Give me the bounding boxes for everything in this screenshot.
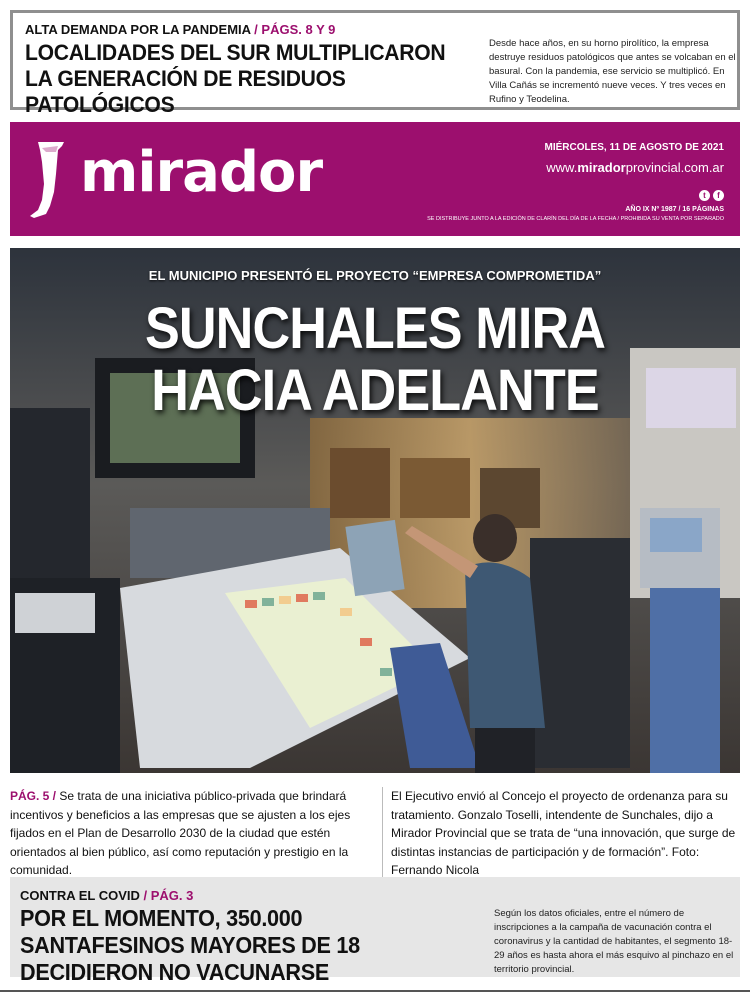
lead-headline-line1: SUNCHALES MIRA [144, 296, 606, 361]
top-story-box [10, 10, 740, 117]
lead-story-pages[interactable]: PÁG. 5 / [10, 789, 57, 803]
lead-story-right-column [382, 787, 741, 880]
bottom-rule [0, 990, 750, 1002]
bottom-kicker-text: CONTRA EL COVID [20, 888, 140, 903]
top-story-kicker [25, 22, 335, 37]
website-url[interactable] [546, 160, 724, 175]
lead-headline-line2: HACIA ADELANTE [151, 358, 599, 423]
top-kicker-separator: / [250, 22, 262, 37]
issue-number: AÑO IX Nº 1987 / 16 PÁGINAS [625, 206, 724, 213]
lead-story-left-text: Se trata de una iniciativa público-privada que brindará incentivos y beneficios a las empresas que se ajusten a los ejes fijados en el Plan de Desarrollo 2030 de la ciudad que estén orientados al bien público, así como reputación y prestigio en la comunidad. [10, 789, 351, 877]
bottom-story-summary: Según los datos oficiales, entre el número de inscripciones a la campaña de vacunación contra el coronavirus y la cantidad de habitantes, el segmento 18-29 años es hasta ahora el más esquivo al pinchazo en el territorio provincial. [494, 908, 734, 975]
url-bold: mirador [577, 160, 626, 175]
top-kicker-text: ALTA DEMANDA POR LA PANDEMIA [25, 22, 251, 37]
leg-logo-icon [28, 140, 68, 220]
twitter-icon[interactable]: t [699, 190, 710, 201]
lead-story-right-text: El Ejecutivo envió al Concejo el proyecto de ordenanza para su tratamiento. Gonzalo Toselli, intendente de Sunchales, dijo a Mirador Provincial que se trata de “una innovación, que surge de distintas instancias de participación y de formación”. Foto: Fernando Nicola [391, 789, 736, 877]
bottom-story-headline[interactable]: POR EL MOMENTO, 350.000 SANTAFESINOS MAYORES DE 18 DECIDIERON NO VACUNARSE [20, 905, 360, 985]
bottom-story-kicker [20, 888, 193, 903]
distribution-note: SE DISTRIBUYE JUNTO A LA EDICIÓN DE CLARÍN DEL DÍA DE LA FECHA / PROHIBIDA SU VENTA POR SEPARADO [427, 216, 724, 222]
edition-date: MIÉRCOLES, 11 DE AGOSTO DE 2021 [544, 142, 724, 153]
top-story-headline[interactable]: LOCALIDADES DEL SUR MULTIPLICARON LA GENERACIÓN DE RESIDUOS PATOLÓGICOS [25, 40, 446, 117]
bottom-kicker-separator: / [139, 888, 151, 903]
social-links [699, 190, 724, 201]
url-prefix: www. [546, 160, 578, 175]
facebook-icon[interactable]: f [713, 190, 724, 201]
lead-headline[interactable] [47, 298, 704, 422]
bottom-kicker-pages[interactable]: PÁG. 3 [150, 888, 194, 903]
bottom-story-box [10, 877, 740, 985]
top-story-summary: Desde hace años, en su horno pirolítico, la empresa destruye residuos patológicos que antes se volcaban en el basural. Con la pandemia, ese servicio se multiplicó. En Villa Cañás se incrementó nueve veces. Y tres veces en Rufino y Teodelina. [489, 38, 736, 105]
masthead [10, 122, 740, 236]
url-suffix: provincial.com.ar [625, 160, 724, 175]
logo-wordmark[interactable]: mirador [80, 140, 323, 205]
lead-kicker: EL MUNICIPIO PRESENTÓ EL PROYECTO “EMPRESA COMPROMETIDA” [148, 268, 602, 283]
lead-photo[interactable] [10, 248, 740, 773]
top-kicker-pages[interactable]: PÁGS. 8 Y 9 [261, 22, 336, 37]
lead-story-left-column [10, 787, 365, 880]
